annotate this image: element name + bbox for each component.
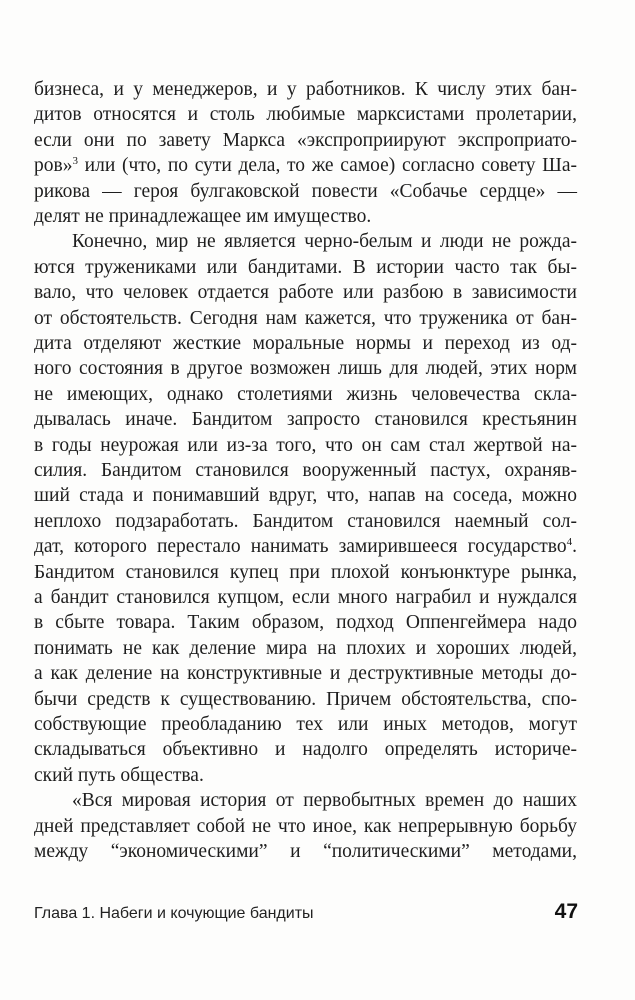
line-text: вало, что человек отдается работе или разбою в зависимости [34, 282, 577, 304]
line-text: рикова — героя булгаковской повести «Собачье сердце» — [34, 180, 577, 202]
text-line [34, 688, 577, 712]
line-text: складываться объективно и надолго определять историче- [34, 739, 577, 761]
text-line [34, 434, 577, 458]
text-line [72, 789, 577, 813]
text-line [34, 815, 577, 839]
text-line [34, 840, 577, 864]
text-line [34, 484, 577, 508]
line-text: дат, которого перестало нанимать замирившееся государство [34, 536, 567, 558]
line-text: дывалась иначе. Бандитом запросто становился крестьянин [34, 409, 577, 431]
line-text: делят не принадлежащее им имущество. [34, 206, 372, 227]
line-text: дней представляет собой не что иное, как непрерывную борьбу [34, 815, 577, 837]
line-text: или (что, по сути дела, то же самое) согласно совету Ша- [77, 155, 577, 177]
line-text: а бандит становился купцом, если много награбил и нуждался [34, 587, 577, 608]
text-line [34, 510, 577, 534]
text-line [34, 281, 577, 305]
text-line [34, 535, 577, 559]
line-text: ров» [34, 155, 73, 177]
text-line [34, 256, 577, 280]
line-text: Бандитом становился купец при плохой конъюнктуре рынка, [34, 561, 577, 583]
text-line [34, 383, 577, 407]
text-line [34, 307, 577, 331]
text-line [34, 764, 577, 788]
line-text: ного состояния в другое возможен лишь для людей, этих норм [34, 358, 577, 380]
text-line [34, 586, 577, 610]
text-line [34, 713, 577, 737]
line-text: неплохо подзаработать. Бандитом становился наемный сол- [34, 510, 577, 532]
line-text: а как деление на конструктивные и деструктивные методы до- [34, 663, 577, 685]
text-line [34, 78, 577, 102]
text-line [34, 561, 577, 585]
line-text: . [572, 536, 577, 558]
line-text: собствующие преобладанию тех или иных методов, могут [34, 714, 577, 735]
line-text: «Вся мировая история от первобытных времен до наших [72, 790, 577, 812]
line-text: бизнеса, и у менеджеров, и у работников. К числу этих бан- [34, 79, 577, 100]
text-line [34, 154, 577, 178]
line-text: если они по завету Маркса «экспроприируют экспроприато- [34, 129, 577, 151]
text-line [34, 738, 577, 762]
line-text: не имеющих, однако столетиями жизнь человечества скла- [34, 383, 577, 405]
footnote-marker[interactable]: 3 [72, 155, 78, 168]
text-line [34, 662, 577, 686]
line-text: в сбыте товара. Таким образом, подход Оппенгеймера надо [34, 612, 577, 634]
line-text: силия. Бандитом становился вооруженный пастух, охраняв- [34, 460, 577, 481]
line-text: ются тружениками или бандитами. В истории часто так бы- [34, 256, 577, 278]
text-line [34, 408, 577, 432]
text-line [34, 180, 577, 204]
running-footer-chapter-title: Глава 1. Набеги и кочующие бандиты [34, 905, 314, 922]
line-text: ский путь общества. [34, 764, 204, 786]
text-line [34, 129, 577, 153]
line-text: от обстоятельств. Сегодня нам кажется, что труженика от бан- [34, 307, 577, 329]
text-line [72, 230, 577, 254]
line-text: бычи средств к существованию. Причем обстоятельства, спо- [34, 688, 577, 710]
line-text: Конечно, мир не является черно-белым и люди не рожда- [72, 231, 577, 253]
text-line [34, 459, 577, 483]
line-text: дита отделяют жесткие моральные нормы и переход из од- [34, 333, 577, 354]
text-line [34, 332, 577, 356]
line-text: между “экономическими” и “политическими” методами, [34, 841, 577, 862]
line-text: понимать не как деление мира на плохих и хороших людей, [34, 637, 577, 659]
text-line [34, 103, 577, 127]
line-text: ший стада и понимавший вдруг, что, напав на соседа, можно [34, 485, 577, 507]
footnote-marker[interactable]: 4 [566, 536, 573, 549]
line-text: в годы неурожая или из-за того, что он сам стал жертвой на- [34, 434, 577, 456]
page-number: 47 [554, 900, 578, 923]
text-line [34, 205, 577, 229]
text-line [34, 357, 577, 381]
line-text: дитов относятся и столь любимые марксистами пролетарии, [34, 104, 577, 126]
text-line [34, 611, 577, 635]
text-line [34, 637, 577, 661]
